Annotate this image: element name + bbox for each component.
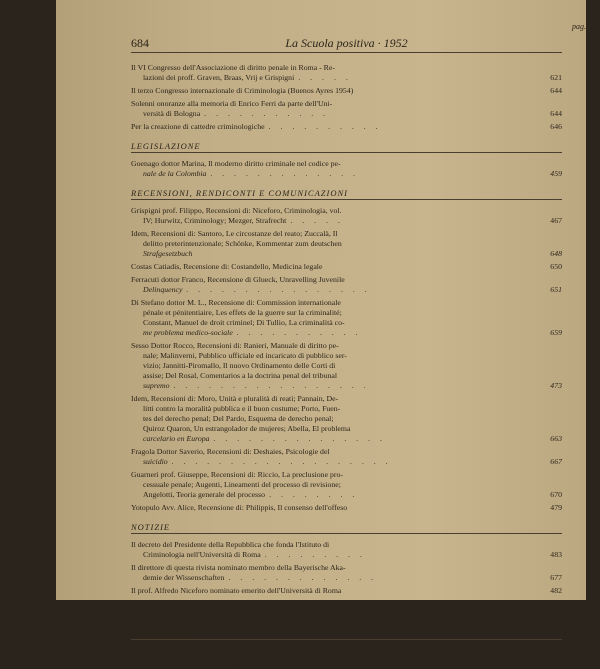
toc-entry: litti contro la moralità pubblica e il buon costume; Porto, Fuen- xyxy=(143,404,341,413)
toc-entry: assise; Del Rosal, Comentarios a la doctrina penal del tribunal xyxy=(143,371,338,380)
toc-entry: Quiroz Quaron, Un estrangolador de mujeres; Abella, El problema xyxy=(143,424,351,433)
toc-entry: versità di Bologna . . . . . . . . . . . 644 xyxy=(143,109,562,118)
toc-entry: me problema medico-sociale . . . . . . . . . . . 659 xyxy=(143,328,562,337)
section-necrologi: NECROLOGI xyxy=(131,628,562,640)
toc-entry: Fragola Dottor Saverio, Recensioni di: Deshaies, Psicologie del xyxy=(131,447,330,456)
toc-entry: Solenni onoranze alla memoria di Enrico Ferri da parte dell'Uni- xyxy=(131,99,333,108)
toc-entry: Idem, Recensioni di: Santoro, Le circostanze del reato; Zuccalà, Il xyxy=(131,229,338,238)
toc-entry: Il direttore di questa rivista nominato membro della Bayerische Aka- xyxy=(131,563,346,572)
toc-entry: dans les conduites antisociales . . . . . . . . . . . . . 678 xyxy=(143,609,562,618)
toc-entry: Sesso Dottor Rocco, Recensioni di: Ranieri, Manuale di diritto pe- xyxy=(131,341,339,350)
toc-entry: suicidio . . . . . . . . . . . . . . . . . . . 667 xyxy=(143,457,562,466)
toc-entry: Guarneri prof. Giuseppe, Recensioni di: Riccio, La preclusione pro- xyxy=(131,470,343,479)
toc-entry: Yotopulo Avv. Alice, Recensione di: Philippis, Il consenso dell'offeso 479 xyxy=(131,503,562,512)
toc-entry: cessuale penale; Augenti, Lineamenti del processo di revisione; xyxy=(143,480,341,489)
journal-title: La Scuola positiva · 1952 xyxy=(285,36,408,50)
section-notizie: NOTIZIE xyxy=(131,522,562,534)
toc-entry: delitto preterintenzionale; Schönke, Kommentar zum deutschen xyxy=(143,239,342,248)
toc-entry: nale de la Colombia . . . . . . . . . . . . . 459 xyxy=(143,169,562,178)
toc-entry: Il prof. Alfredo Niceforo nominato emerito dell'Università di Roma 482 xyxy=(131,586,562,595)
book-page xyxy=(56,0,586,668)
toc-entry: Ferracuti dottor Franco, Recensione di Glueck, Unravelling Juvenile xyxy=(131,275,345,284)
toc-entry: supremo . . . . . . . . . . . . . . . . . 473 xyxy=(143,381,562,390)
toc-entry: Delinquency . . . . . . . . . . . . . . . . 651 xyxy=(143,285,562,294)
toc-entry: lazioni dei proff. Graven, Braas, Vrij e Grispigni . . . . . 621 xyxy=(143,73,562,82)
toc-entry: Il decreto del Presidente della Repubblica che fonda l'Istituto di xyxy=(131,540,330,549)
toc-entry: Goenago dottor Marina, Il moderno diritto criminale nel codice pe- xyxy=(131,159,341,168)
toc-entry: IV; Hurwitz, Criminology; Mezger, Strafrecht . . . . . 467 xyxy=(143,216,562,225)
toc-entry: Il terzo Congresso internazionale di Criminologia (Buenos Ayres 1954) 644 xyxy=(131,86,562,95)
toc-entry: Constant, Manuel de droit criminel; Di Tullio, La criminalità co- xyxy=(143,318,345,327)
toc-entry: tes del derecho penal; Del Pardo, Esquema de derecho penal; xyxy=(143,414,334,423)
toc-entry: Il VI Congresso dell'Associazione di diritto penale in Roma - Re- xyxy=(131,63,335,72)
toc-entry: Una conferma del prof. Laignel-Lavastine: Le facteur neuro-végétatif xyxy=(131,599,348,608)
section-legislazione: LEGISLAZIONE xyxy=(131,141,562,153)
pag-label: pag. xyxy=(572,22,586,31)
toc-entry: De Mennato Mario (prof. G. Cremona) . . . . . . . . . 680 xyxy=(131,659,562,668)
toc-entry: Di Stefano dottor M. L., Recensione di: Commission internationale xyxy=(131,298,341,307)
toc-entry: nale; Malinverni, Pubblico ufficiale ed incaricato di pubblico ser- xyxy=(143,351,347,360)
page-header xyxy=(131,36,562,53)
toc-entry: Idem, Recensioni di: Moro, Unità e pluralità di reati; Pannain, De- xyxy=(131,394,339,403)
toc-entry: pénale et pénitentiaire, Les effets de la guerre sur la criminalité; xyxy=(143,308,342,317)
section-recensioni: RECENSIONI, RENDICONTI E COMUNICAZIONI xyxy=(131,188,562,200)
page-number: 684 xyxy=(131,36,149,50)
toc-entry: Criminologia nell'Università di Roma . . . . . . . . . 483 xyxy=(143,550,562,559)
toc-entry: demie der Wissenschaften . . . . . . . . . . . . . 677 xyxy=(143,573,562,582)
toc-entry: Strafgesetzbuch 648 xyxy=(143,249,562,258)
toc-entry: Costas Catiadis, Recensione di: Costandello, Medicina legale 650 xyxy=(131,262,562,271)
toc-entry: Per la creazione di cattedre criminologiche . . . . . . . . . . 646 xyxy=(131,122,562,131)
toc-entry: Angelotti, Teoria generale del processo . . . . . . . . 670 xyxy=(143,490,562,499)
toc-entry: carcelario en Europa . . . . . . . . . . . . . . . 663 xyxy=(143,434,562,443)
toc-entry: vizio; Jannitti-Piromallo, Il nuovo Ordinamento delle Corti di xyxy=(143,361,336,370)
toc-entry: Domenico Medugno (Senatore G. Persico) . . . . . . . . . 679 xyxy=(131,646,562,655)
toc-entry: Grispigni prof. Filippo, Recensioni di: Niceforo, Criminologia, vol. xyxy=(131,206,342,215)
